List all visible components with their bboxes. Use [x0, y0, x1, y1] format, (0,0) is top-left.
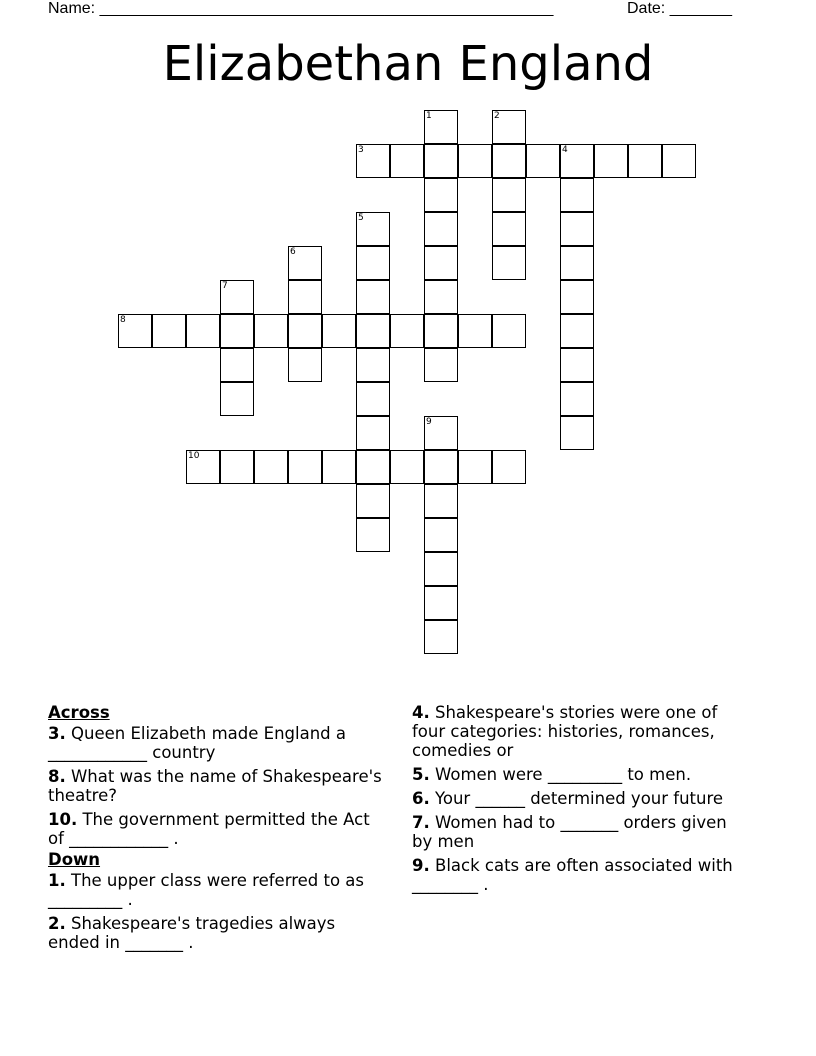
- grid-cell[interactable]: [560, 178, 594, 212]
- grid-cell[interactable]: [186, 314, 220, 348]
- grid-cell[interactable]: [560, 212, 594, 246]
- cell-number: 3: [358, 145, 364, 155]
- grid-cell[interactable]: [560, 314, 594, 348]
- clue-text: The upper class were referred to as _________ .: [48, 871, 365, 909]
- grid-cell[interactable]: [356, 416, 390, 450]
- cell-number: 7: [222, 281, 228, 291]
- grid-cell[interactable]: [492, 178, 526, 212]
- clue-across-8: [48, 767, 388, 805]
- grid-cell[interactable]: [356, 484, 390, 518]
- name-line: Name: ___________________________________________________: [48, 0, 554, 17]
- cell-number: 6: [290, 247, 296, 257]
- cell-number: 1: [426, 111, 432, 121]
- cell-number: 2: [494, 111, 500, 121]
- grid-cell[interactable]: [560, 416, 594, 450]
- clue-text: Shakespeare's tragedies always ended in _______ .: [48, 914, 336, 952]
- clue-text: Your ______ determined your future: [429, 789, 724, 808]
- grid-cell[interactable]: [526, 144, 560, 178]
- grid-cell[interactable]: [424, 314, 458, 348]
- grid-cell[interactable]: [356, 246, 390, 280]
- clue-number: 9.: [412, 856, 430, 875]
- clue-number: 2.: [48, 914, 66, 933]
- clue-down-5: [412, 765, 752, 784]
- clues-right-column: [412, 703, 752, 899]
- across-heading: Across: [48, 703, 110, 722]
- grid-cell[interactable]: [390, 144, 424, 178]
- grid-cell[interactable]: [322, 314, 356, 348]
- grid-cell[interactable]: [288, 348, 322, 382]
- down-heading: Down: [48, 850, 101, 869]
- grid-cell[interactable]: [560, 280, 594, 314]
- clue-text: The government permitted the Act of ____________ .: [48, 810, 370, 848]
- grid-cell[interactable]: [424, 110, 458, 144]
- grid-cell[interactable]: [594, 144, 628, 178]
- grid-cell[interactable]: [288, 280, 322, 314]
- cell-number: 8: [120, 315, 126, 325]
- grid-cell[interactable]: [424, 620, 458, 654]
- grid-cell[interactable]: [560, 246, 594, 280]
- grid-cell[interactable]: [424, 246, 458, 280]
- grid-cell[interactable]: [288, 246, 322, 280]
- grid-cell[interactable]: [186, 450, 220, 484]
- clue-number: 5.: [412, 765, 430, 784]
- grid-cell[interactable]: [220, 382, 254, 416]
- clue-text: What was the name of Shakespeare's theatre?: [48, 767, 382, 805]
- clue-across-3: [48, 724, 388, 762]
- date-line: Date: _______: [627, 0, 732, 17]
- grid-cell[interactable]: [424, 484, 458, 518]
- grid-cell[interactable]: [390, 314, 424, 348]
- grid-cell[interactable]: [118, 314, 152, 348]
- grid-cell[interactable]: [220, 450, 254, 484]
- clue-text: Shakespeare's stories were one of four categories: histories, romances, comedies or: [412, 703, 718, 760]
- grid-cell[interactable]: [492, 314, 526, 348]
- grid-cell[interactable]: [424, 212, 458, 246]
- grid-cell[interactable]: [254, 314, 288, 348]
- grid-cell[interactable]: [356, 518, 390, 552]
- grid-cell[interactable]: [356, 144, 390, 178]
- clue-number: 8.: [48, 767, 66, 786]
- grid-cell[interactable]: [220, 314, 254, 348]
- clue-number: 1.: [48, 871, 66, 890]
- cell-number: 5: [358, 213, 364, 223]
- grid-cell[interactable]: [254, 450, 288, 484]
- clue-number: 3.: [48, 724, 66, 743]
- clue-down-1: [48, 871, 388, 909]
- grid-cell[interactable]: [492, 450, 526, 484]
- clue-down-4: [412, 703, 752, 760]
- grid-cell[interactable]: [356, 314, 390, 348]
- puzzle-title: Elizabethan England: [162, 36, 654, 92]
- grid-cell[interactable]: [356, 450, 390, 484]
- grid-cell[interactable]: [424, 348, 458, 382]
- clue-down-6: [412, 789, 752, 808]
- clue-number: 6.: [412, 789, 430, 808]
- grid-cell[interactable]: [424, 450, 458, 484]
- clue-text: Black cats are often associated with ________ .: [412, 856, 733, 894]
- grid-cell[interactable]: [424, 178, 458, 212]
- grid-cell[interactable]: [458, 450, 492, 484]
- grid-cell[interactable]: [356, 382, 390, 416]
- grid-cell[interactable]: [560, 382, 594, 416]
- grid-cell[interactable]: [492, 212, 526, 246]
- grid-cell[interactable]: [424, 518, 458, 552]
- grid-cell[interactable]: [390, 450, 424, 484]
- grid-cell[interactable]: [492, 246, 526, 280]
- clue-text: Women had to _______ orders given by men: [412, 813, 727, 851]
- grid-cell[interactable]: [662, 144, 696, 178]
- grid-cell[interactable]: [424, 416, 458, 450]
- clue-down-2: [48, 914, 388, 952]
- grid-cell[interactable]: [628, 144, 662, 178]
- cell-number: 9: [426, 417, 432, 427]
- clue-text: Queen Elizabeth made England a ____________ country: [48, 724, 347, 762]
- grid-cell[interactable]: [356, 348, 390, 382]
- clue-text: Women were _________ to men.: [429, 765, 692, 784]
- grid-cell[interactable]: [458, 144, 492, 178]
- cell-number: 4: [562, 145, 568, 155]
- clue-number: 4.: [412, 703, 430, 722]
- grid-cell[interactable]: [288, 314, 322, 348]
- clue-across-10: [48, 810, 388, 848]
- grid-cell[interactable]: [424, 586, 458, 620]
- grid-cell[interactable]: [152, 314, 186, 348]
- clue-down-7: [412, 813, 752, 851]
- grid-cell[interactable]: [322, 450, 356, 484]
- grid-cell[interactable]: [560, 348, 594, 382]
- grid-cell[interactable]: [492, 110, 526, 144]
- grid-cell[interactable]: [288, 450, 322, 484]
- clue-down-9: [412, 856, 752, 894]
- clues-left-column: [48, 703, 388, 957]
- grid-cell[interactable]: [458, 314, 492, 348]
- grid-cell[interactable]: [560, 144, 594, 178]
- cell-number: 10: [188, 451, 200, 461]
- grid-cell[interactable]: [220, 280, 254, 314]
- grid-cell[interactable]: [492, 144, 526, 178]
- grid-cell[interactable]: [424, 280, 458, 314]
- clue-number: 7.: [412, 813, 430, 832]
- grid-cell[interactable]: [220, 348, 254, 382]
- grid-cell[interactable]: [356, 212, 390, 246]
- grid-cell[interactable]: [424, 552, 458, 586]
- grid-cell[interactable]: [424, 144, 458, 178]
- grid-cell[interactable]: [356, 280, 390, 314]
- clue-number: 10.: [48, 810, 78, 829]
